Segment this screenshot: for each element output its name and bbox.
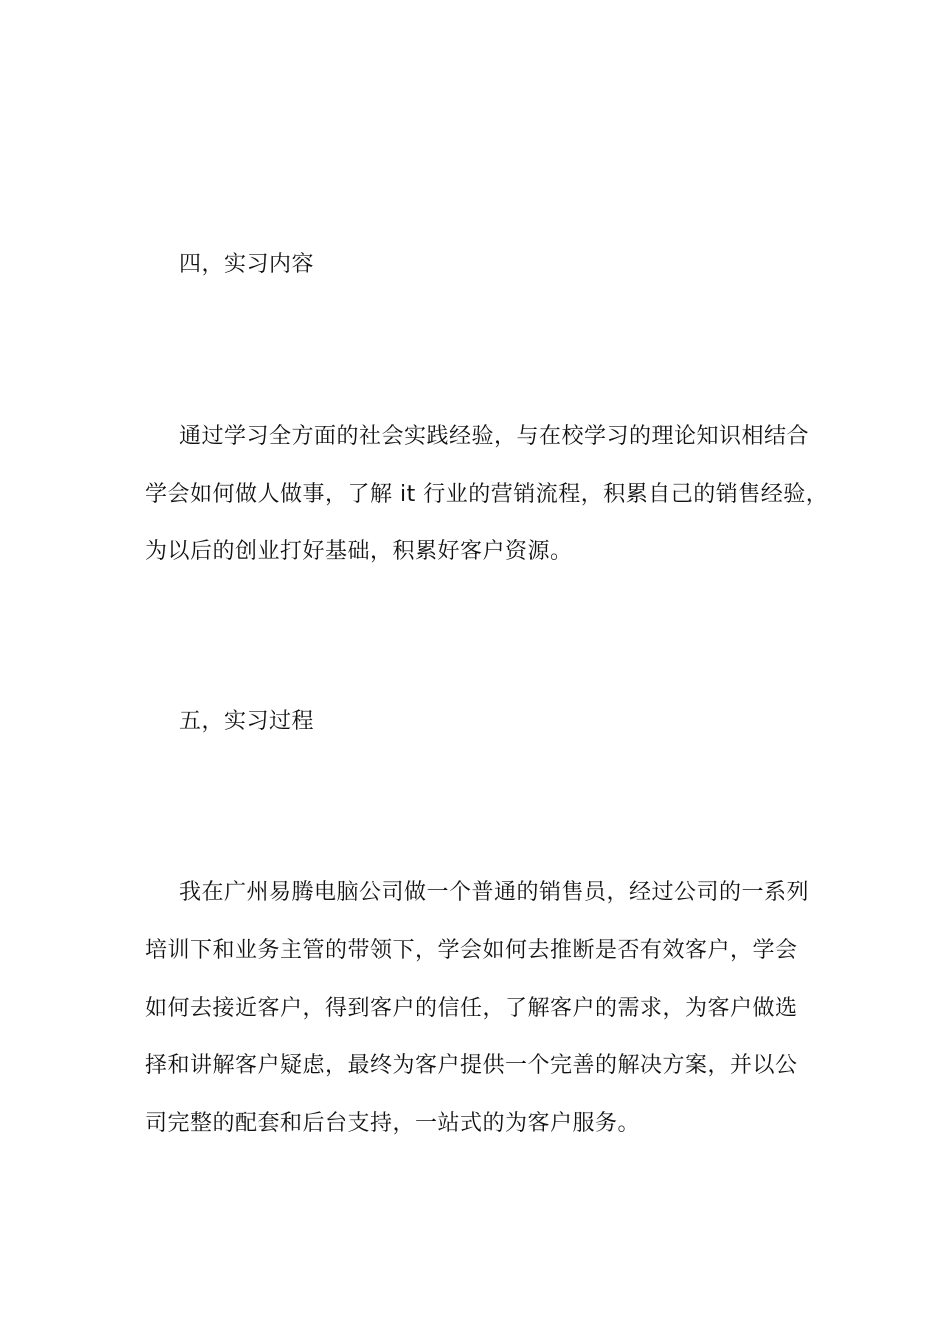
paragraph-line: 培训下和业务主管的带领下，学会如何去推断是否有效客户，学会	[145, 938, 798, 963]
paragraph-line: 通过学习全方面的社会实践经验，与在校学习的理论知识相结合	[179, 424, 810, 449]
paragraph-line: 学会如何做人做事，了解 it 行业的营销流程，积累自己的销售经验，	[145, 482, 829, 507]
section-heading-internship-process: 五，实习过程	[179, 709, 315, 734]
paragraph-line: 我在广州易腾电脑公司做一个普通的销售员，经过公司的一系列	[179, 880, 810, 905]
paragraph-line: 司完整的配套和后台支持，一站式的为客户服务。	[145, 1111, 641, 1136]
paragraph-line: 为以后的创业打好基础，积累好客户资源。	[145, 539, 573, 564]
section-heading-internship-content: 四，实习内容	[179, 252, 315, 277]
paragraph-line: 如何去接近客户，得到客户的信任，了解客户的需求，为客户做选	[145, 996, 798, 1021]
paragraph-line: 择和讲解客户疑虑，最终为客户提供一个完善的解决方案，并以公	[145, 1053, 798, 1078]
